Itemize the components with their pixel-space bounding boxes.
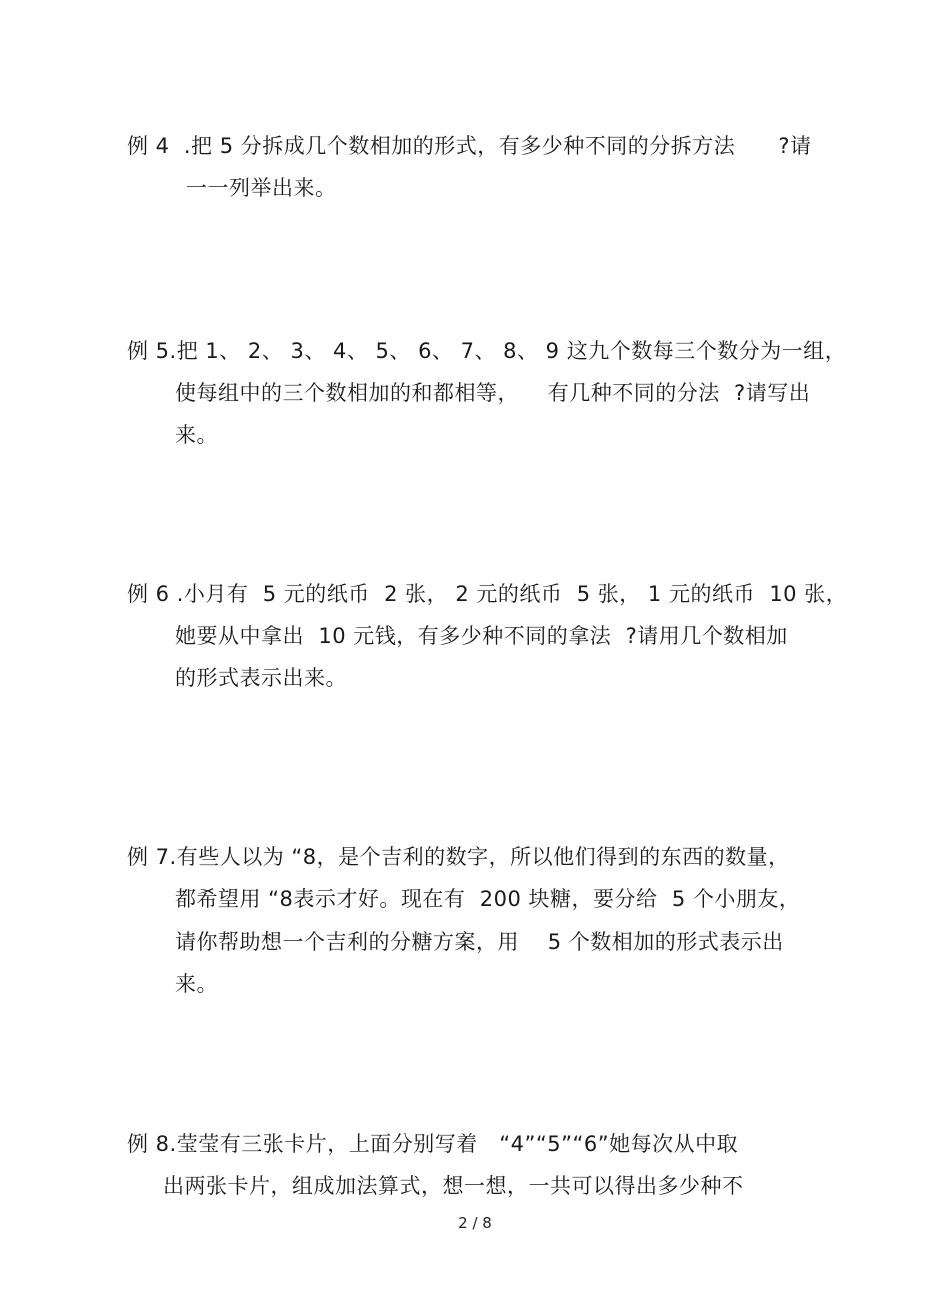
example-6-line-2: 她要从中拿出 10 元钱，有多少种不同的拿法 ?请用几个数相加 xyxy=(175,624,788,648)
page-number: 2 / 8 xyxy=(458,1214,492,1232)
example-5-line-2: 使每组中的三个数相加的和都相等， 有几种不同的分法 ?请写出 xyxy=(175,381,811,405)
example-7-line-2: 都希望用 “8表示才好。现在有 200 块糖，要分给 5 个小朋友， xyxy=(175,887,801,911)
example-6-line-3: 的形式表示出来。 xyxy=(175,666,347,690)
example-8-line-2: 出两张卡片，组成加法算式，想一想，一共可以得出多少种不 xyxy=(163,1174,744,1198)
example-7-line-1: 例 7.有些人以为 “8，是个吉利的数字，所以他们得到的东西的数量， xyxy=(127,845,790,869)
example-7-line-3: 请你帮助想一个吉利的分糖方案，用 5 个数相加的形式表示出 xyxy=(175,930,784,954)
example-5-line-1: 例 5.把 1、 2、 3、 4、 5、 6、 7、 8、 9 这九个数每三个数分为一组， xyxy=(127,339,847,363)
example-4-line-1: 例 4 .把 5 分拆成几个数相加的形式，有多少种不同的分拆方法 ?请 xyxy=(127,134,812,158)
example-4-line-2: 一一列举出来。 xyxy=(186,176,337,200)
example-8-line-1: 例 8.莹莹有三张卡片，上面分别写着 “4”“5”“6”她每次从中取 xyxy=(127,1132,739,1156)
example-6-line-1: 例 6 .小月有 5 元的纸币 2 张， 2 元的纸币 5 张， 1 元的纸币 10 张， xyxy=(127,582,848,606)
example-7-line-4: 来。 xyxy=(175,972,218,996)
example-5-line-3: 来。 xyxy=(175,423,218,447)
